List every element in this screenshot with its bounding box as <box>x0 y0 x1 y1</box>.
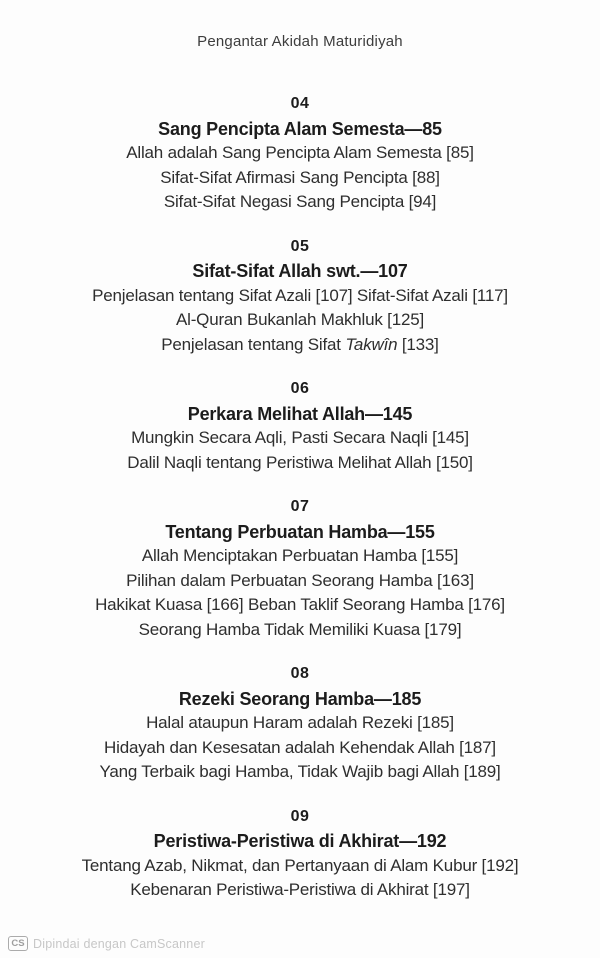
chapter-number: 05 <box>290 237 310 255</box>
toc-entry: Dalil Naqli tentang Peristiwa Melihat Allah [150] <box>127 452 473 472</box>
chapter-title: Sifat-Sifat Allah swt.—107 <box>192 261 408 281</box>
toc-entry: Tentang Azab, Nikmat, dan Pertanyaan di Alam Kubur [192] <box>81 855 519 875</box>
camscanner-watermark <box>8 936 205 951</box>
chapter-number: 07 <box>290 498 310 515</box>
toc-section-04 <box>0 92 600 215</box>
toc-entry: Hakikat Kuasa [166] Beban Taklif Seorang Hamba [176] <box>95 595 505 614</box>
toc-entry: Mungkin Secara Aqli, Pasti Secara Naqli [145] <box>131 428 469 447</box>
running-header: Pengantar Akidah Maturidiyah <box>197 33 403 50</box>
watermark-text: Dipindai dengan CamScanner <box>33 936 205 951</box>
toc-entry: Sifat-Sifat Negasi Sang Pencipta [94] <box>163 192 437 211</box>
entry-italic-term: Takwîn <box>345 334 398 354</box>
table-of-contents <box>0 92 600 903</box>
toc-entry: Pilihan dalam Perbuatan Seorang Hamba [163] <box>126 570 474 590</box>
entry-text: [133] <box>397 334 439 354</box>
chapter-title: Peristiwa-Peristiwa di Akhirat—192 <box>153 831 447 851</box>
toc-entry: Penjelasan tentang Sifat Azali [107] Sifat-Sifat Azali [117] <box>92 285 508 305</box>
toc-entry: Yang Terbaik bagi Hamba, Tidak Wajib bagi Allah [189] <box>99 762 501 781</box>
toc-section-09 <box>0 805 600 903</box>
chapter-title: Tentang Perbuatan Hamba—155 <box>165 521 435 542</box>
toc-entry: Seorang Hamba Tidak Memiliki Kuasa [179] <box>138 619 462 639</box>
toc-entry: Halal ataupun Haram adalah Rezeki [185] <box>146 713 454 732</box>
toc-section-08 <box>0 662 600 785</box>
chapter-number: 06 <box>290 380 310 397</box>
toc-section-07 <box>0 495 600 642</box>
toc-entry: Allah adalah Sang Pencipta Alam Semesta [85] <box>126 143 474 162</box>
toc-entry: Hidayah dan Kesesatan adalah Kehendak Allah [187] <box>104 737 496 757</box>
chapter-number: 08 <box>290 665 310 682</box>
toc-entry: Al-Quran Bukanlah Makhluk [125] <box>176 310 424 329</box>
entry-text: Penjelasan tentang Sifat <box>161 334 346 354</box>
camscanner-logo-icon: CS <box>8 936 28 951</box>
chapter-number: 04 <box>290 95 310 112</box>
chapter-title: Rezeki Seorang Hamba—185 <box>178 688 422 709</box>
toc-entry: Allah Menciptakan Perbuatan Hamba [155] <box>141 546 459 565</box>
chapter-number: 09 <box>290 807 310 825</box>
chapter-title: Sang Pencipta Alam Semesta—85 <box>158 118 442 139</box>
toc-entry <box>0 333 600 358</box>
toc-section-06 <box>0 377 600 475</box>
chapter-title: Perkara Melihat Allah—145 <box>187 403 413 424</box>
toc-entry: Kebenaran Peristiwa-Peristiwa di Akhirat [197] <box>130 880 470 899</box>
toc-section-05 <box>0 235 600 358</box>
toc-entry: Sifat-Sifat Afirmasi Sang Pencipta [88] <box>160 167 440 187</box>
